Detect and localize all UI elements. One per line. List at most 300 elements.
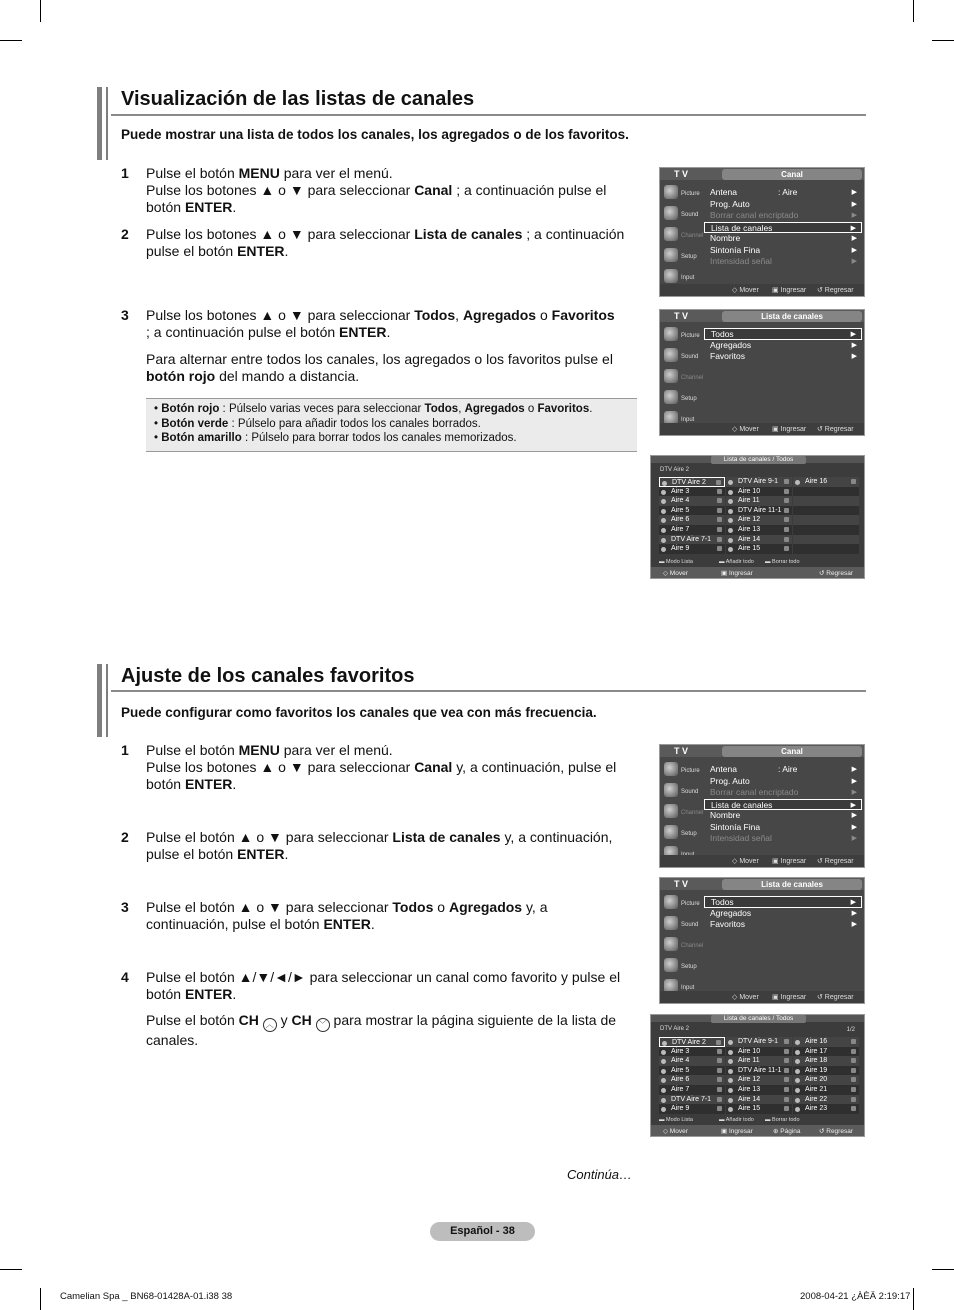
favorite-icon bbox=[784, 1039, 789, 1044]
channel-cell[interactable] bbox=[659, 1047, 725, 1057]
sidebar-item-sound[interactable] bbox=[662, 780, 702, 801]
channel-cell[interactable] bbox=[726, 1104, 792, 1114]
channel-name: Aire 20 bbox=[805, 1076, 828, 1084]
favorite-icon bbox=[717, 1058, 722, 1063]
channel-cell[interactable] bbox=[659, 544, 725, 554]
footer-move: ◇ Mover bbox=[732, 426, 759, 433]
favorite-icon bbox=[717, 1087, 722, 1092]
channel-cell bbox=[793, 515, 859, 525]
sidebar-item-channel[interactable] bbox=[662, 366, 702, 387]
arrow-right-icon: ▶ bbox=[851, 200, 857, 208]
setup-icon bbox=[664, 825, 678, 839]
channel-name: Aire 6 bbox=[671, 1076, 690, 1084]
sound-icon bbox=[664, 348, 678, 362]
step-text: Pulse el botón MENU para ver el menú. Pulse los botones ▲ o ▼ para seleccionar Canal y, a continuación, pulse el botón ENTER. bbox=[146, 742, 617, 792]
channel-cell[interactable] bbox=[659, 1066, 725, 1076]
tv-label: T V bbox=[674, 746, 689, 756]
favorite-icon bbox=[717, 498, 722, 503]
step-text: Pulse el botón ▲ o ▼ para seleccionar Todos o Agregados y, a continuación, pulse el botón ENTER. bbox=[146, 899, 548, 932]
picture-icon bbox=[664, 762, 678, 776]
channel-name: Aire 9 bbox=[671, 1105, 690, 1113]
menu-item[interactable] bbox=[704, 256, 862, 268]
step-text: Pulse los botones ▲ o ▼ para seleccionar Todos, Agregados o Favoritos ; a continuación pulse el botón ENTER. bbox=[146, 307, 615, 340]
channel-dot-icon bbox=[795, 480, 800, 485]
channel-cell[interactable] bbox=[726, 1037, 792, 1047]
step-text: Pulse el botón ▲ o ▼ para seleccionar Lista de canales y, a continuación, pulse el botón ENTER. bbox=[146, 829, 613, 862]
menu-item-label: Favoritos bbox=[710, 351, 745, 361]
channel-cell[interactable] bbox=[726, 544, 792, 554]
sidebar-item-picture[interactable] bbox=[662, 324, 702, 345]
menu-item[interactable] bbox=[704, 799, 862, 811]
sidebar-item-picture[interactable] bbox=[662, 759, 702, 780]
footer-page: ⊕ Página bbox=[773, 1128, 801, 1135]
crop-mark bbox=[913, 1288, 914, 1310]
channel-cell bbox=[793, 525, 859, 535]
channel-icon bbox=[664, 227, 678, 241]
favorite-icon bbox=[851, 1049, 856, 1054]
channel-dot-icon bbox=[795, 1040, 800, 1045]
favorite-icon bbox=[716, 1040, 721, 1045]
sidebar-item-label: Sound bbox=[681, 354, 699, 360]
menu-item-label: Intensidad señal bbox=[710, 256, 772, 266]
menu-item-label: Todos bbox=[711, 897, 734, 907]
cl-footer bbox=[651, 567, 864, 578]
channel-dot-icon bbox=[728, 1050, 733, 1055]
menu-item-label: Nombre bbox=[710, 233, 741, 243]
crop-mark bbox=[913, 0, 914, 22]
menu-item[interactable] bbox=[704, 908, 862, 920]
channel-name: Aire 6 bbox=[671, 516, 690, 524]
channel-name: DTV Aire 11-1 bbox=[738, 506, 782, 514]
favorite-icon bbox=[717, 508, 722, 513]
sidebar-item-label: Picture bbox=[681, 901, 700, 907]
section-rule bbox=[111, 690, 866, 692]
channel-name: Aire 14 bbox=[738, 535, 761, 543]
yellow-button-label[interactable]: ▬ Borrar todo bbox=[765, 559, 800, 565]
favorite-icon bbox=[851, 479, 856, 484]
sidebar-item-setup[interactable] bbox=[662, 822, 702, 843]
red-button-label[interactable]: ▬ Modo Lista bbox=[659, 559, 693, 565]
ch-up-icon: ︿ bbox=[263, 1018, 277, 1032]
section-title: Ajuste de los canales favoritos bbox=[121, 665, 415, 687]
menu-item-label: Antena bbox=[710, 187, 737, 197]
section-intro: Puede configurar como favoritos los canales que vea con más frecuencia. bbox=[121, 705, 597, 720]
channel-cell[interactable] bbox=[793, 1047, 859, 1057]
channel-dot-icon bbox=[661, 547, 666, 552]
channel-dot-icon bbox=[661, 1050, 666, 1055]
sidebar-item-sound[interactable] bbox=[662, 345, 702, 366]
favorite-icon bbox=[784, 1068, 789, 1073]
channel-dot-icon bbox=[728, 499, 733, 504]
sidebar-item-label: Setup bbox=[681, 964, 697, 970]
step-text: Para alternar entre todos los canales, los agregados o los favoritos pulse el botón rojo del mando a distancia. bbox=[146, 351, 613, 384]
channel-cell[interactable] bbox=[659, 506, 725, 516]
menu-item-label: Antena bbox=[710, 764, 737, 774]
channel-dot-icon bbox=[728, 1098, 733, 1103]
sidebar-item-label: Setup bbox=[681, 831, 697, 837]
menu-item[interactable] bbox=[704, 896, 862, 908]
note-item: • Botón amarillo : Púlselo para borrar todos los canales memorizados. bbox=[154, 431, 637, 446]
osd-sidebar bbox=[662, 892, 702, 997]
channel-name: Aire 9 bbox=[671, 545, 690, 553]
channel-cell[interactable] bbox=[659, 496, 725, 506]
channel-dot-icon bbox=[795, 1088, 800, 1093]
channel-column bbox=[726, 1037, 792, 1114]
channel-cell[interactable] bbox=[726, 1075, 792, 1085]
footer-return: ↺ Regresar bbox=[819, 570, 853, 577]
menu-item[interactable] bbox=[704, 222, 862, 234]
channel-dot-icon bbox=[795, 1050, 800, 1055]
footer-move: ◇ Mover bbox=[732, 858, 759, 865]
channel-dot-icon bbox=[662, 1041, 667, 1046]
osd-sidebar bbox=[662, 759, 702, 864]
favorite-icon bbox=[717, 1106, 722, 1111]
step-text: Pulse el botón MENU para ver el menú. Pulse los botones ▲ o ▼ para seleccionar Canal ; a continuación pulse el botón ENTER. bbox=[146, 165, 607, 215]
channel-name: Aire 22 bbox=[805, 1095, 828, 1103]
input-icon bbox=[664, 269, 678, 283]
menu-item-label: Lista de canales bbox=[711, 799, 773, 810]
tv-label: T V bbox=[674, 311, 689, 321]
channel-dot-icon bbox=[728, 547, 733, 552]
green-button-label[interactable]: ▬ Añadir todo bbox=[719, 559, 754, 565]
favorite-icon bbox=[717, 527, 722, 532]
channel-column bbox=[659, 477, 725, 554]
picture-icon bbox=[664, 327, 678, 341]
note-item: • Botón verde : Púlselo para añadir todos los canales borrados. bbox=[154, 417, 637, 432]
favorite-icon bbox=[784, 498, 789, 503]
channel-dot-icon bbox=[728, 490, 733, 495]
channel-cell[interactable] bbox=[793, 1085, 859, 1095]
channel-name: Aire 19 bbox=[805, 1066, 828, 1074]
channel-dot-icon bbox=[661, 538, 666, 543]
menu-item[interactable] bbox=[704, 833, 862, 845]
channel-name: DTV Aire 7-1 bbox=[671, 535, 712, 543]
ch-down-icon: ﹀ bbox=[316, 1018, 330, 1032]
menu-item-value: : Aire bbox=[778, 764, 798, 774]
note-box bbox=[146, 398, 637, 452]
sidebar-item-label: Channel bbox=[681, 810, 704, 816]
channel-name: DTV Aire 9-1 bbox=[738, 1038, 779, 1045]
favorite-icon bbox=[784, 1058, 789, 1063]
footer-right: 2008-04-21 ¿ÀÈÄ 2:19:17 bbox=[800, 1291, 911, 1302]
step-number: 4 bbox=[121, 969, 129, 985]
section-title: Visualización de las listas de canales bbox=[121, 88, 475, 110]
menu-item-label: Nombre bbox=[710, 810, 741, 820]
channel-cell[interactable] bbox=[659, 525, 725, 535]
channel-dot-icon bbox=[661, 509, 666, 514]
channel-cell[interactable] bbox=[659, 1037, 725, 1047]
channel-name: Aire 3 bbox=[671, 1047, 690, 1055]
channel-cell[interactable] bbox=[793, 1056, 859, 1066]
sidebar-item-sound[interactable] bbox=[662, 913, 702, 934]
step-number: 3 bbox=[121, 899, 129, 915]
channel-cell[interactable] bbox=[726, 1056, 792, 1066]
sidebar-item-setup[interactable] bbox=[662, 245, 702, 266]
yellow-button-label[interactable]: ▬ Borrar todo bbox=[765, 1117, 800, 1123]
step-text: Pulse los botones ▲ o ▼ para seleccionar Lista de canales ; a continuación pulse el botón ENTER. bbox=[146, 226, 625, 259]
channel-dot-icon bbox=[728, 1078, 733, 1083]
channel-name: Aire 4 bbox=[671, 1057, 690, 1065]
channel-dot-icon bbox=[728, 1107, 733, 1112]
step-text: Pulse el botón ▲/▼/◄/► para seleccionar un canal como favorito y pulse el botón ENTER. bbox=[146, 969, 621, 1002]
continue-label: Continúa… bbox=[567, 1167, 633, 1182]
channel-cell[interactable] bbox=[726, 1095, 792, 1105]
channel-name: DTV Aire 2 bbox=[672, 1039, 706, 1046]
menu-item[interactable] bbox=[704, 340, 862, 352]
channel-cell[interactable] bbox=[726, 515, 792, 525]
sound-icon bbox=[664, 206, 678, 220]
sidebar-item-channel[interactable] bbox=[662, 224, 702, 245]
channel-cell bbox=[793, 496, 859, 506]
sidebar-item-picture[interactable] bbox=[662, 892, 702, 913]
setup-icon bbox=[664, 958, 678, 972]
arrow-right-icon: ▶ bbox=[851, 823, 857, 831]
tv-label: T V bbox=[674, 169, 689, 179]
menu-item-label: Prog. Auto bbox=[710, 775, 750, 786]
channel-cell[interactable] bbox=[659, 515, 725, 525]
arrow-right-icon: ▶ bbox=[851, 909, 857, 917]
channel-cell[interactable] bbox=[659, 1075, 725, 1085]
footer-return: ↺ Regresar bbox=[817, 287, 854, 294]
osd-title: Lista de canales bbox=[722, 879, 862, 890]
sidebar-item-channel[interactable] bbox=[662, 801, 702, 822]
channel-dot-icon bbox=[728, 538, 733, 543]
crop-mark bbox=[40, 1288, 41, 1310]
arrow-right-icon: ▶ bbox=[851, 246, 857, 254]
channel-name: Aire 14 bbox=[738, 1095, 761, 1103]
favorite-icon bbox=[784, 527, 789, 532]
menu-item[interactable] bbox=[704, 764, 862, 776]
arrow-right-icon: ▶ bbox=[851, 766, 857, 773]
channel-cell[interactable] bbox=[793, 1066, 859, 1076]
footer-move: ◇ Mover bbox=[732, 994, 759, 1001]
channel-cell[interactable] bbox=[659, 1056, 725, 1066]
channel-icon bbox=[664, 804, 678, 818]
channel-dot-icon bbox=[661, 1098, 666, 1103]
channel-name: Aire 10 bbox=[738, 1047, 761, 1055]
footer-return: ↺ Regresar bbox=[819, 1128, 853, 1135]
menu-item-label: Agregados bbox=[710, 907, 752, 918]
channel-cell[interactable] bbox=[726, 1085, 792, 1095]
section-bar bbox=[97, 87, 102, 160]
menu-item-label: Agregados bbox=[710, 339, 752, 350]
red-button-label[interactable]: ▬ Modo Lista bbox=[659, 1117, 693, 1123]
channel-dot-icon bbox=[661, 1059, 666, 1064]
tv-label: T V bbox=[674, 879, 689, 889]
channel-name: Aire 13 bbox=[738, 525, 761, 533]
channel-name: DTV Aire 11-1 bbox=[738, 1066, 782, 1074]
channel-dot-icon bbox=[728, 528, 733, 533]
channel-name: DTV Aire 9-1 bbox=[738, 478, 779, 485]
channel-dot-icon bbox=[728, 1088, 733, 1093]
channel-cell[interactable] bbox=[793, 1095, 859, 1105]
sidebar-item-sound[interactable] bbox=[662, 203, 702, 224]
picture-icon bbox=[664, 185, 678, 199]
channel-cell[interactable] bbox=[793, 1075, 859, 1085]
menu-item-label: Borrar canal encriptado bbox=[710, 210, 799, 220]
cl-subtitle: DTV Aire 2 bbox=[660, 467, 690, 473]
sound-icon bbox=[664, 916, 678, 930]
channel-cell[interactable] bbox=[726, 496, 792, 506]
channel-cell[interactable] bbox=[659, 477, 725, 487]
channel-name: Aire 15 bbox=[738, 1105, 761, 1113]
channel-cell[interactable] bbox=[726, 1047, 792, 1057]
menu-item-label: Todos bbox=[711, 329, 734, 339]
cl-subtitle: DTV Aire 2 bbox=[660, 1026, 690, 1032]
step-number: 2 bbox=[121, 226, 129, 242]
menu-item-label: Sintonía Fina bbox=[710, 821, 761, 832]
footer-left: Camelian Spa _ BN68-01428A-01.i38 38 bbox=[60, 1291, 233, 1302]
footer-enter: ▣ Ingresar bbox=[721, 570, 753, 577]
sidebar-item-channel[interactable] bbox=[662, 934, 702, 955]
footer-move: ◇ Mover bbox=[663, 570, 688, 577]
menu-item[interactable] bbox=[704, 328, 862, 340]
channel-dot-icon bbox=[795, 1078, 800, 1083]
sidebar-item-label: Sound bbox=[681, 922, 699, 928]
osd-title: Canal bbox=[722, 169, 862, 180]
footer-enter: ▣ Ingresar bbox=[772, 287, 807, 294]
channel-dot-icon bbox=[795, 1107, 800, 1112]
favorite-icon bbox=[784, 517, 789, 522]
channel-cell[interactable] bbox=[726, 1066, 792, 1076]
favorite-icon bbox=[784, 537, 789, 542]
footer-enter: ▣ Ingresar bbox=[721, 1128, 753, 1135]
favorite-icon bbox=[851, 1058, 856, 1063]
footer-enter: ▣ Ingresar bbox=[772, 426, 807, 433]
channel-name: Aire 16 bbox=[805, 1038, 828, 1045]
channel-cell bbox=[793, 544, 859, 554]
channel-name: Aire 23 bbox=[805, 1105, 828, 1113]
menu-item[interactable] bbox=[704, 210, 862, 222]
channel-cell[interactable] bbox=[793, 477, 859, 487]
sidebar-item-label: Sound bbox=[681, 789, 699, 795]
favorite-icon bbox=[851, 1097, 856, 1102]
channel-cell[interactable] bbox=[659, 487, 725, 497]
channel-dot-icon bbox=[661, 528, 666, 533]
favorite-icon bbox=[717, 537, 722, 542]
menu-item[interactable] bbox=[704, 787, 862, 799]
arrow-right-icon: ▶ bbox=[850, 224, 856, 232]
osd-sidebar bbox=[662, 324, 702, 429]
section-bar bbox=[106, 664, 108, 737]
sidebar-item-label: Setup bbox=[681, 254, 697, 260]
menu-item[interactable] bbox=[704, 199, 862, 211]
step-number: 2 bbox=[121, 829, 129, 845]
sidebar-item-setup[interactable] bbox=[662, 955, 702, 976]
channel-name: Aire 12 bbox=[738, 516, 761, 524]
channel-cell[interactable] bbox=[726, 487, 792, 497]
arrow-right-icon: ▶ bbox=[851, 235, 857, 242]
osd-footer bbox=[660, 991, 864, 1003]
channel-column bbox=[726, 477, 792, 554]
channel-cell[interactable] bbox=[726, 477, 792, 487]
favorite-icon bbox=[717, 546, 722, 551]
arrow-right-icon: ▶ bbox=[851, 812, 857, 819]
channel-dot-icon bbox=[728, 518, 733, 523]
channel-dot-icon bbox=[795, 1098, 800, 1103]
favorite-icon bbox=[851, 1106, 856, 1111]
channel-cell[interactable] bbox=[726, 525, 792, 535]
osd-footer bbox=[660, 423, 864, 435]
channel-cell[interactable] bbox=[659, 535, 725, 545]
favorite-icon bbox=[851, 1087, 856, 1092]
channel-name: DTV Aire 2 bbox=[672, 479, 706, 486]
channel-cell[interactable] bbox=[793, 1037, 859, 1047]
menu-item[interactable] bbox=[704, 919, 862, 931]
channel-name: Aire 18 bbox=[805, 1057, 828, 1065]
favorite-icon bbox=[717, 1097, 722, 1102]
sidebar-item-label: Picture bbox=[681, 768, 700, 774]
sidebar-item-picture[interactable] bbox=[662, 182, 702, 203]
arrow-right-icon: ▶ bbox=[850, 331, 856, 338]
menu-item[interactable] bbox=[704, 351, 862, 363]
arrow-right-icon: ▶ bbox=[851, 341, 857, 349]
arrow-right-icon: ▶ bbox=[851, 789, 857, 796]
arrow-right-icon: ▶ bbox=[850, 899, 856, 906]
cl-page: 1/2 bbox=[846, 1027, 855, 1033]
menu-item[interactable] bbox=[704, 776, 862, 788]
cl-footer bbox=[651, 1125, 864, 1136]
channel-dot-icon bbox=[728, 1059, 733, 1064]
arrow-right-icon: ▶ bbox=[851, 189, 857, 196]
section-bar bbox=[97, 664, 102, 737]
step-number: 1 bbox=[121, 742, 129, 758]
channel-dot-icon bbox=[661, 518, 666, 523]
menu-item[interactable] bbox=[704, 187, 862, 199]
channel-cell[interactable] bbox=[726, 506, 792, 516]
green-button-label[interactable]: ▬ Añadir todo bbox=[719, 1117, 754, 1123]
favorite-icon bbox=[851, 1068, 856, 1073]
channel-cell[interactable] bbox=[659, 1104, 725, 1114]
channel-cell[interactable] bbox=[793, 1104, 859, 1114]
picture-icon bbox=[664, 895, 678, 909]
sidebar-item-label: Channel bbox=[681, 943, 704, 949]
favorite-icon bbox=[717, 1077, 722, 1082]
channel-name: Aire 10 bbox=[738, 487, 761, 495]
menu-item[interactable] bbox=[704, 245, 862, 257]
arrow-right-icon: ▶ bbox=[851, 258, 857, 265]
channel-cell[interactable] bbox=[726, 535, 792, 545]
menu-item[interactable] bbox=[704, 822, 862, 834]
favorite-icon bbox=[784, 1087, 789, 1092]
menu-item-label: Intensidad señal bbox=[710, 833, 772, 843]
sidebar-item-label: Sound bbox=[681, 212, 699, 218]
channel-dot-icon bbox=[728, 1040, 733, 1045]
sidebar-item-setup[interactable] bbox=[662, 387, 702, 408]
channel-cell[interactable] bbox=[659, 1085, 725, 1095]
channel-dot-icon bbox=[661, 499, 666, 504]
cl-title: Lista de canales / Todos bbox=[711, 456, 806, 464]
channel-name: Aire 7 bbox=[671, 1085, 690, 1093]
menu-item[interactable] bbox=[704, 810, 862, 822]
sidebar-item-label: Setup bbox=[681, 396, 697, 402]
crop-mark bbox=[932, 40, 954, 41]
channel-cell[interactable] bbox=[659, 1095, 725, 1105]
section-intro: Puede mostrar una lista de todos los canales, los agregados o de los favoritos. bbox=[121, 127, 629, 142]
channel-dot-icon bbox=[661, 1078, 666, 1083]
favorite-icon bbox=[717, 489, 722, 494]
favorite-icon bbox=[716, 480, 721, 485]
channel-name: Aire 7 bbox=[671, 525, 690, 533]
menu-item[interactable] bbox=[704, 233, 862, 245]
footer-enter: ▣ Ingresar bbox=[772, 858, 807, 865]
footer-return: ↺ Regresar bbox=[817, 994, 854, 1001]
channel-column bbox=[793, 1037, 859, 1114]
tv-menu-lista bbox=[659, 877, 865, 1004]
channel-dot-icon bbox=[662, 481, 667, 486]
arrow-right-icon: ▶ bbox=[851, 212, 857, 219]
osd-menu-panel bbox=[704, 187, 862, 268]
